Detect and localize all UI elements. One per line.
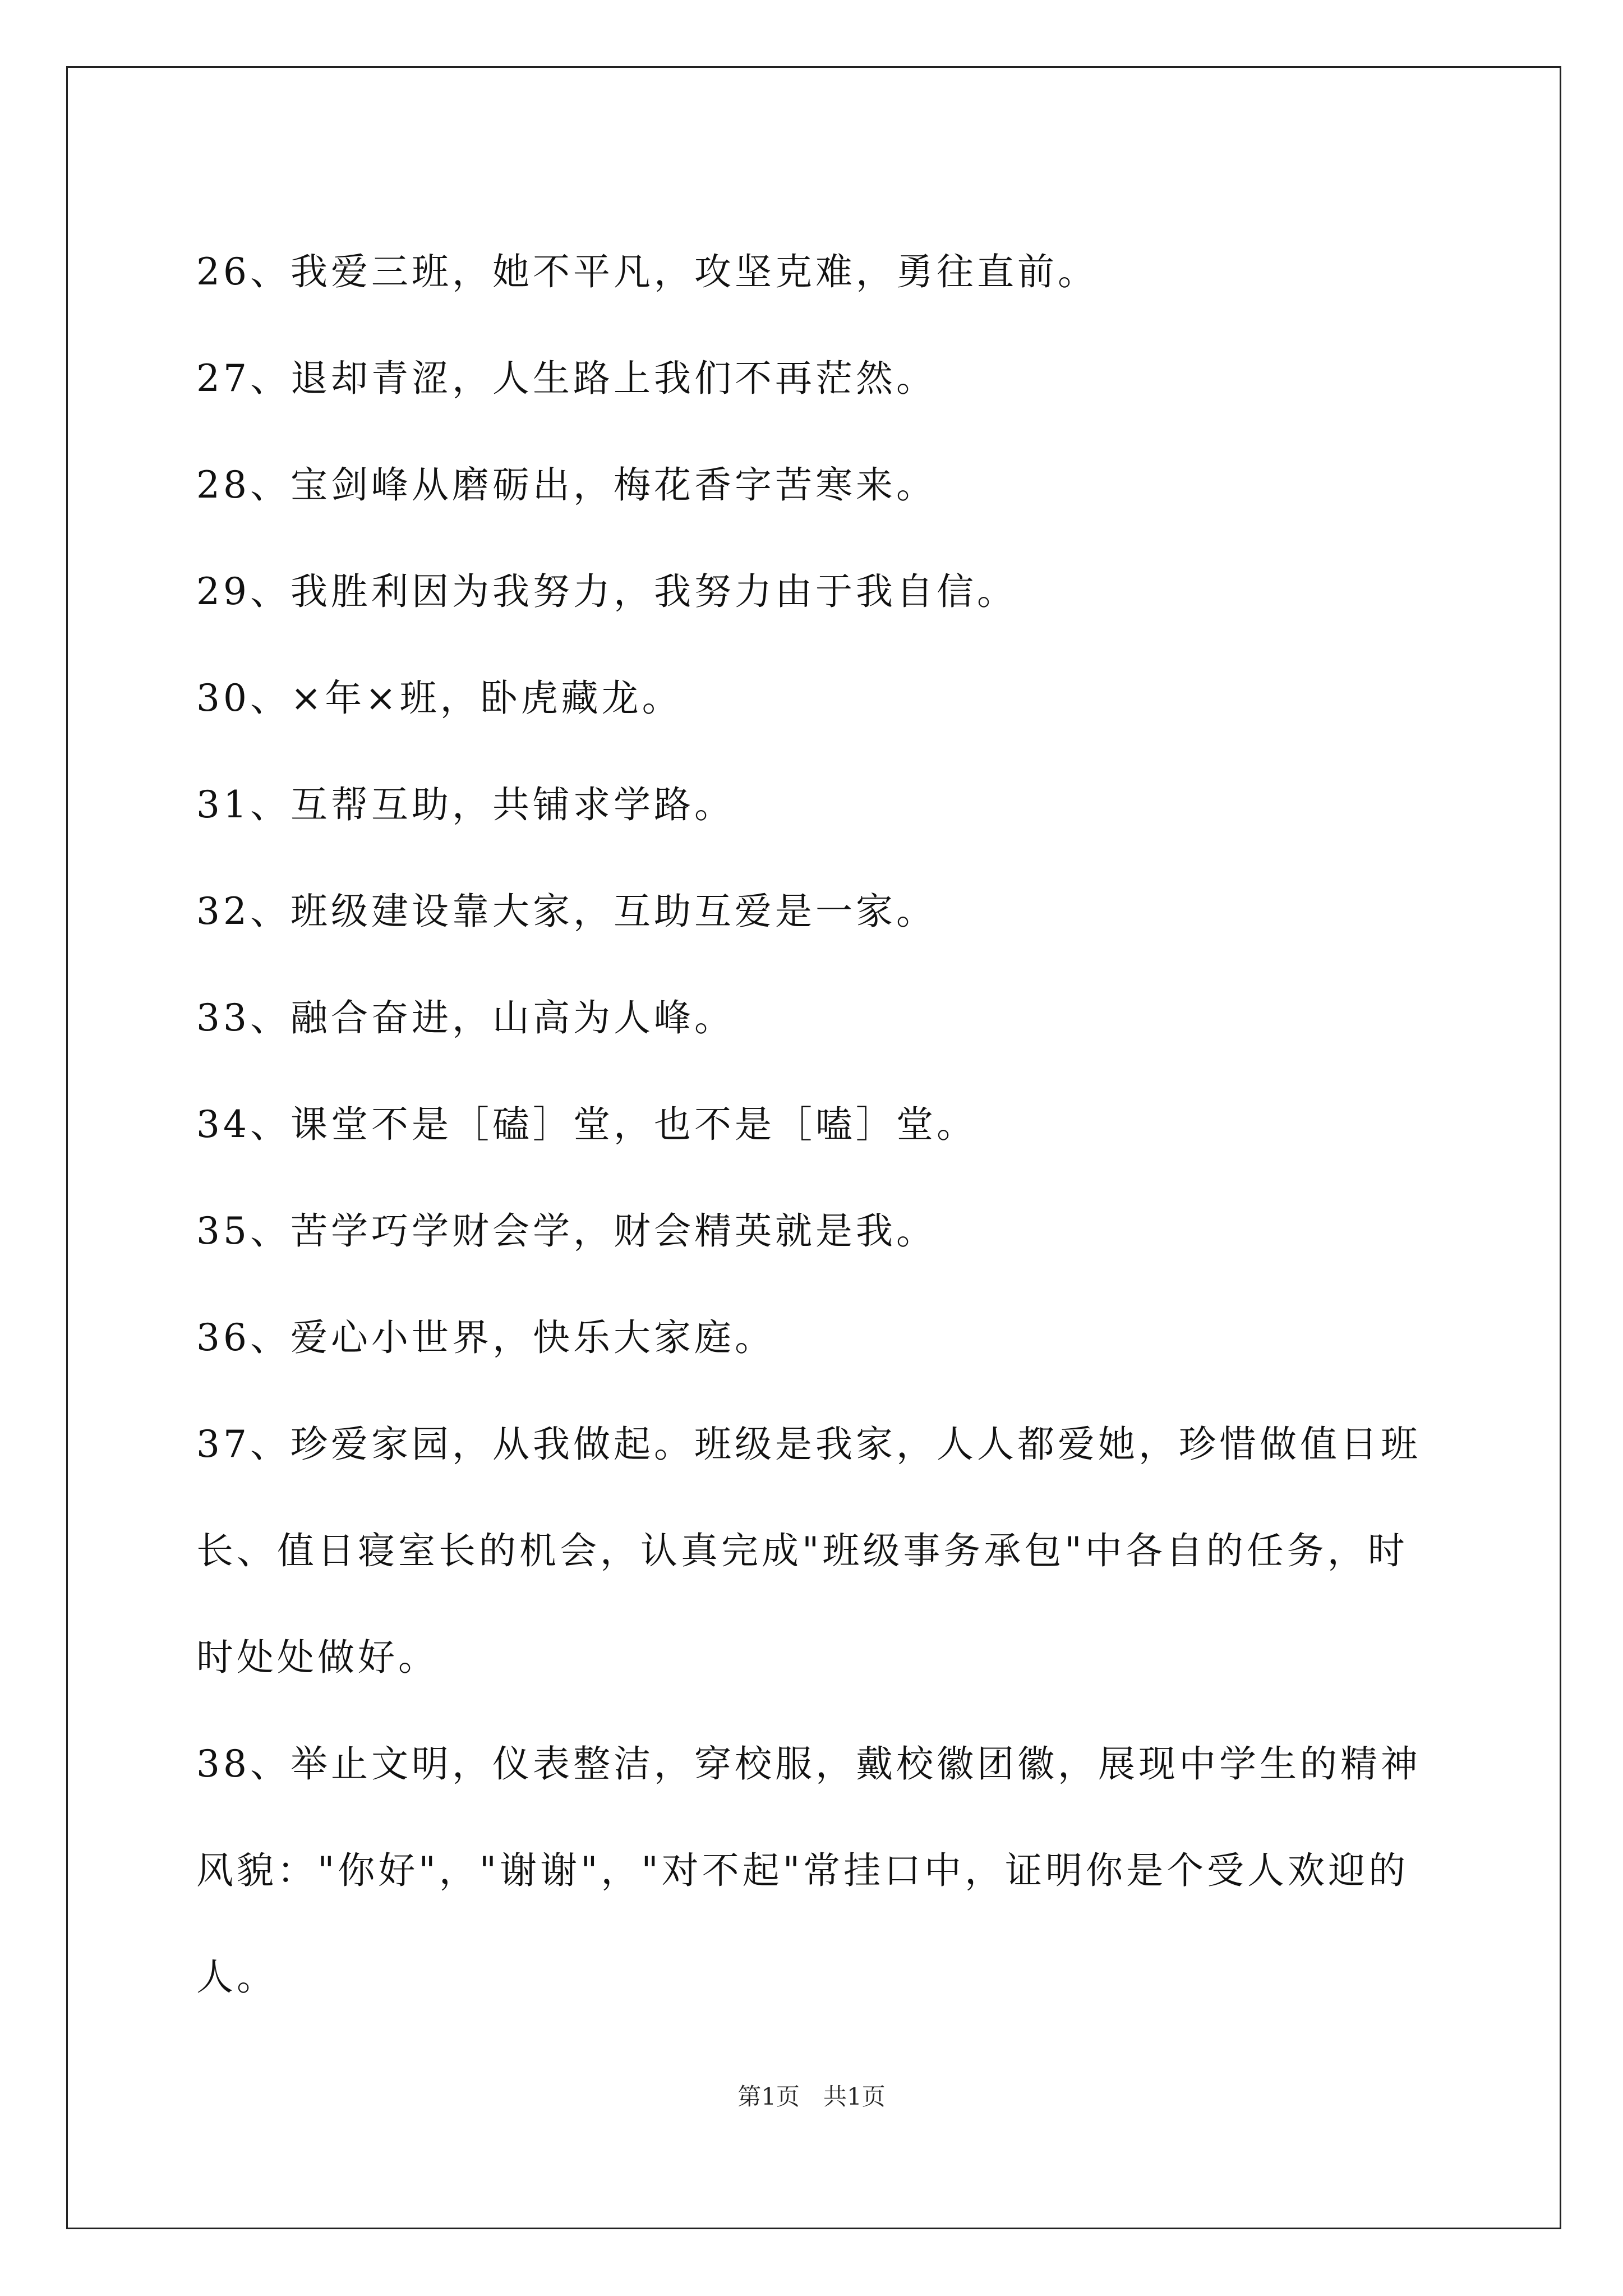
list-item: 34、课堂不是［磕］堂，也不是［嗑］堂。 bbox=[196, 1103, 977, 1146]
list-item: 37、珍爱家园，从我做起。班级是我家，人人都爱她，珍惜做值日班长、值日寝室长的机会，认真完成"班级事务承包"中各自的任务，时时处处做好。 bbox=[196, 1423, 1421, 1679]
list-item: 36、爱心小世界，快乐大家庭。 bbox=[196, 1316, 775, 1359]
list-item: 35、苦学巧学财会学，财会精英就是我。 bbox=[196, 1209, 937, 1253]
list-item: 28、宝剑峰从磨砺出，梅花香字苦寒来。 bbox=[196, 463, 937, 507]
list-item: 33、融合奋进，山高为人峰。 bbox=[196, 996, 735, 1039]
list-item: 30、×年×班，卧虎藏龙。 bbox=[196, 677, 683, 720]
list-item: 31、互帮互助，共铺求学路。 bbox=[196, 783, 735, 826]
list-item: 29、我胜利因为我努力，我努力由于我自信。 bbox=[196, 570, 1017, 613]
page-footer: 第1页 共1页 bbox=[737, 2083, 886, 2110]
list-item: 38、举止文明，仪表整洁，穿校服，戴校徽团徽，展现中学生的精神风貌："你好"，"谢谢"，"对不起"常挂口中，证明你是个受人欢迎的人。 bbox=[196, 1742, 1421, 1999]
list-item: 26、我爱三班，她不平凡，攻坚克难，勇往直前。 bbox=[196, 250, 1098, 293]
list-item: 32、班级建设靠大家，互助互爱是一家。 bbox=[196, 890, 937, 933]
document-body bbox=[196, 219, 1430, 2031]
list-item: 27、退却青涩，人生路上我们不再茫然。 bbox=[196, 357, 937, 400]
